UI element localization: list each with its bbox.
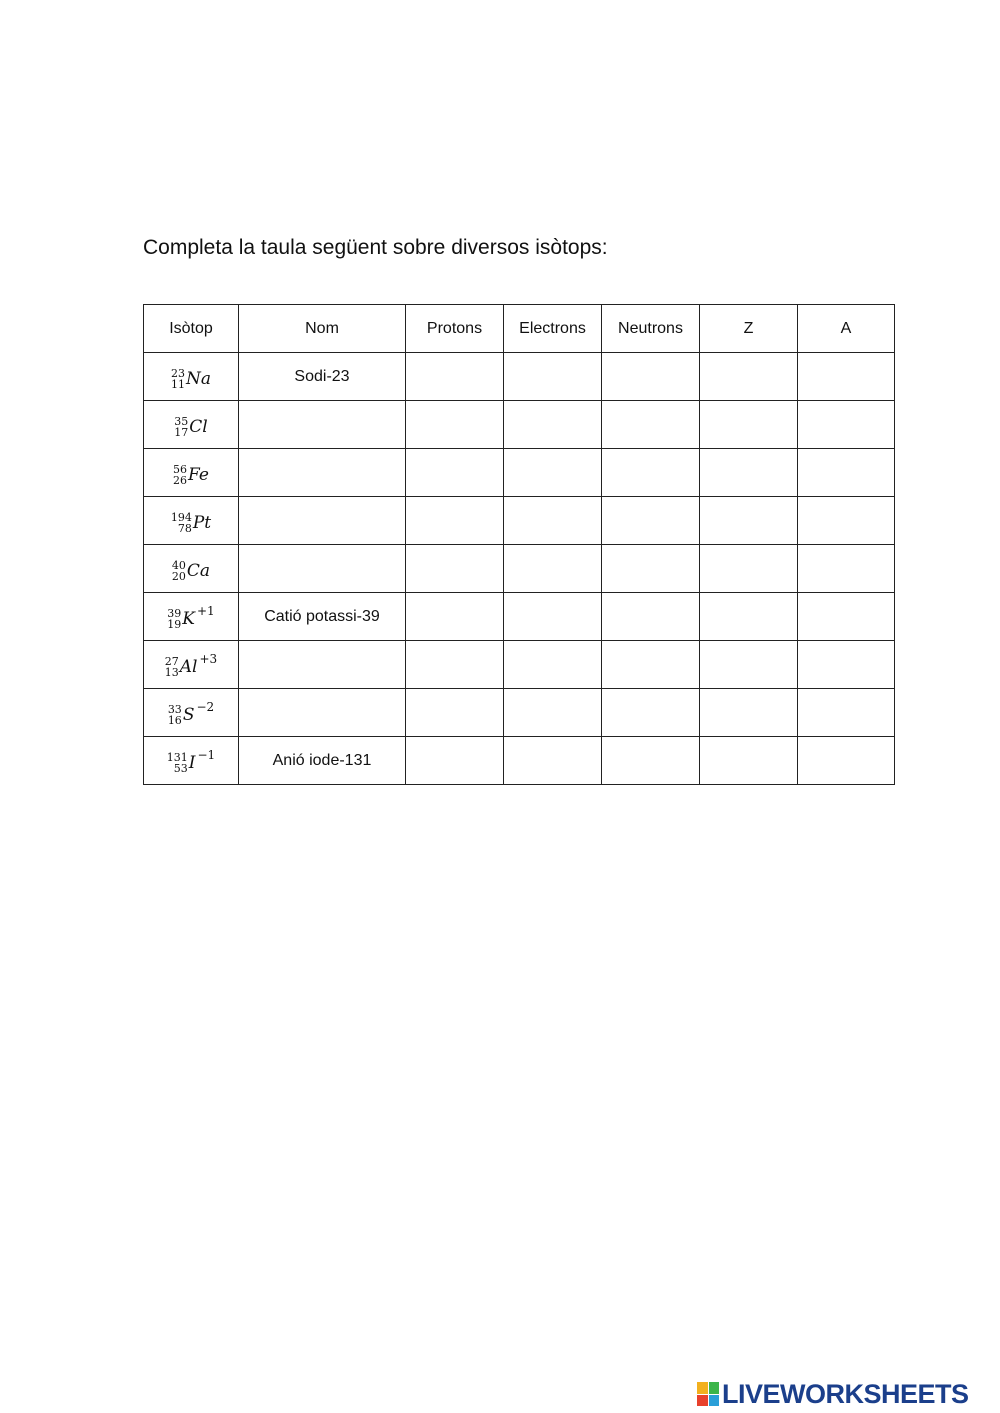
logo-square	[709, 1382, 720, 1394]
answer-cell[interactable]	[602, 497, 700, 545]
instruction-text: Completa la taula següent sobre diversos isòtops:	[143, 236, 608, 259]
name-cell[interactable]	[239, 497, 406, 545]
ion-charge: −1	[197, 747, 216, 762]
atomic-number: 26	[173, 473, 188, 487]
isotope-numbers	[167, 752, 188, 774]
isotope-cell	[144, 689, 239, 737]
element-symbol: Al	[179, 656, 198, 677]
answer-cell[interactable]	[504, 401, 602, 449]
answer-cell[interactable]	[406, 689, 504, 737]
answer-cell[interactable]	[602, 353, 700, 401]
isotope-notation	[164, 651, 218, 679]
atomic-number: 20	[171, 569, 186, 583]
answer-cell[interactable]	[798, 737, 895, 785]
table-row	[144, 545, 895, 593]
liveworksheets-logo	[697, 1378, 969, 1410]
answer-cell[interactable]	[504, 497, 602, 545]
atomic-number: 13	[164, 665, 179, 679]
isotope-numbers	[165, 656, 179, 678]
answer-cell[interactable]	[602, 449, 700, 497]
mass-number: 131	[166, 750, 188, 764]
column-header: Z	[700, 305, 798, 353]
header-row	[144, 305, 895, 353]
mass-number: 39	[167, 606, 182, 620]
ion-charge: −2	[196, 699, 215, 714]
answer-cell[interactable]	[406, 545, 504, 593]
mass-number: 35	[174, 414, 189, 428]
table-row	[144, 353, 895, 401]
atomic-number: 17	[174, 425, 189, 439]
element-symbol: I	[188, 752, 196, 773]
name-cell[interactable]	[239, 545, 406, 593]
atomic-number: 11	[170, 377, 185, 391]
element-symbol: S	[182, 704, 195, 725]
isotope-numbers	[174, 416, 188, 438]
answer-cell[interactable]	[602, 737, 700, 785]
name-cell[interactable]	[239, 641, 406, 689]
isotope-cell	[144, 449, 239, 497]
mass-number: 23	[170, 366, 185, 380]
atomic-number: 53	[173, 761, 188, 775]
isotope-cell	[144, 353, 239, 401]
mass-number: 56	[173, 462, 188, 476]
table-row	[144, 641, 895, 689]
column-header: Isòtop	[144, 305, 239, 353]
answer-cell[interactable]	[700, 401, 798, 449]
isotope-numbers	[167, 608, 181, 630]
answer-cell[interactable]	[798, 353, 895, 401]
isotope-notation	[166, 747, 216, 775]
answer-cell[interactable]	[700, 737, 798, 785]
table-row	[144, 497, 895, 545]
isotope-notation	[167, 699, 215, 727]
answer-cell[interactable]	[504, 449, 602, 497]
answer-cell[interactable]	[602, 593, 700, 641]
column-header: Nom	[239, 305, 406, 353]
column-header: Protons	[406, 305, 504, 353]
answer-cell[interactable]	[602, 689, 700, 737]
answer-cell[interactable]	[700, 497, 798, 545]
isotope-numbers	[172, 560, 186, 582]
answer-cell[interactable]	[406, 353, 504, 401]
isotope-cell	[144, 737, 239, 785]
answer-cell[interactable]	[798, 545, 895, 593]
name-cell[interactable]	[239, 689, 406, 737]
isotope-notation	[174, 416, 207, 438]
answer-cell[interactable]	[406, 401, 504, 449]
table-row	[144, 689, 895, 737]
isotope-cell	[144, 545, 239, 593]
answer-cell[interactable]	[504, 689, 602, 737]
logo-square	[697, 1382, 708, 1394]
element-symbol: Na	[185, 368, 211, 389]
element-symbol: Pt	[192, 512, 212, 533]
isotope-notation	[171, 512, 211, 534]
logo-text: LIVEWORKSHEETS	[722, 1378, 969, 1409]
table-row	[144, 593, 895, 641]
answer-cell[interactable]	[602, 641, 700, 689]
answer-cell[interactable]	[406, 497, 504, 545]
column-header: Neutrons	[602, 305, 700, 353]
isotope-numbers	[173, 464, 187, 486]
isotope-notation	[173, 464, 209, 486]
name-cell[interactable]	[239, 401, 406, 449]
answer-cell[interactable]	[406, 641, 504, 689]
name-cell[interactable]	[239, 449, 406, 497]
answer-cell[interactable]	[406, 593, 504, 641]
isotope-numbers	[171, 368, 185, 390]
answer-cell[interactable]	[798, 497, 895, 545]
logo-icon	[697, 1382, 719, 1406]
answer-cell[interactable]	[700, 545, 798, 593]
mass-number: 40	[171, 558, 186, 572]
table-row	[144, 737, 895, 785]
atomic-number: 16	[167, 713, 182, 727]
answer-cell[interactable]	[602, 401, 700, 449]
answer-cell[interactable]	[504, 641, 602, 689]
isotope-cell	[144, 497, 239, 545]
answer-cell[interactable]	[798, 401, 895, 449]
mass-number: 27	[164, 654, 179, 668]
column-header: Electrons	[504, 305, 602, 353]
answer-cell[interactable]	[504, 545, 602, 593]
name-cell: Anió iode-131	[239, 737, 406, 785]
table-row	[144, 401, 895, 449]
logo-square	[709, 1395, 720, 1407]
isotope-cell	[144, 401, 239, 449]
element-symbol: K	[182, 608, 195, 629]
answer-cell[interactable]	[798, 689, 895, 737]
answer-cell[interactable]	[700, 593, 798, 641]
isotope-table	[143, 304, 895, 785]
name-cell: Catió potassi-39	[239, 593, 406, 641]
answer-cell[interactable]	[700, 353, 798, 401]
column-header: A	[798, 305, 895, 353]
mass-number: 33	[167, 702, 182, 716]
table-row	[144, 449, 895, 497]
answer-cell[interactable]	[700, 449, 798, 497]
answer-cell[interactable]	[798, 593, 895, 641]
atomic-number: 19	[167, 617, 182, 631]
ion-charge: +3	[199, 651, 218, 666]
answer-cell[interactable]	[504, 353, 602, 401]
isotope-notation	[172, 560, 210, 582]
mass-number: 194	[170, 510, 192, 524]
isotope-numbers	[171, 512, 192, 534]
isotope-numbers	[168, 704, 182, 726]
logo-square	[697, 1395, 708, 1407]
ion-charge: +1	[197, 603, 215, 618]
isotope-notation	[171, 368, 211, 390]
isotope-cell	[144, 593, 239, 641]
element-symbol: Cl	[189, 416, 208, 437]
answer-cell[interactable]	[700, 641, 798, 689]
atomic-number: 78	[177, 521, 192, 535]
answer-cell[interactable]	[406, 449, 504, 497]
answer-cell[interactable]	[504, 737, 602, 785]
answer-cell[interactable]	[798, 641, 895, 689]
answer-cell[interactable]	[798, 449, 895, 497]
answer-cell[interactable]	[602, 545, 700, 593]
isotope-notation	[167, 603, 215, 631]
name-cell: Sodi-23	[239, 353, 406, 401]
element-symbol: Fe	[188, 464, 209, 485]
answer-cell[interactable]	[700, 689, 798, 737]
element-symbol: Ca	[186, 560, 211, 581]
isotope-cell	[144, 641, 239, 689]
answer-cell[interactable]	[406, 737, 504, 785]
answer-cell[interactable]	[504, 593, 602, 641]
